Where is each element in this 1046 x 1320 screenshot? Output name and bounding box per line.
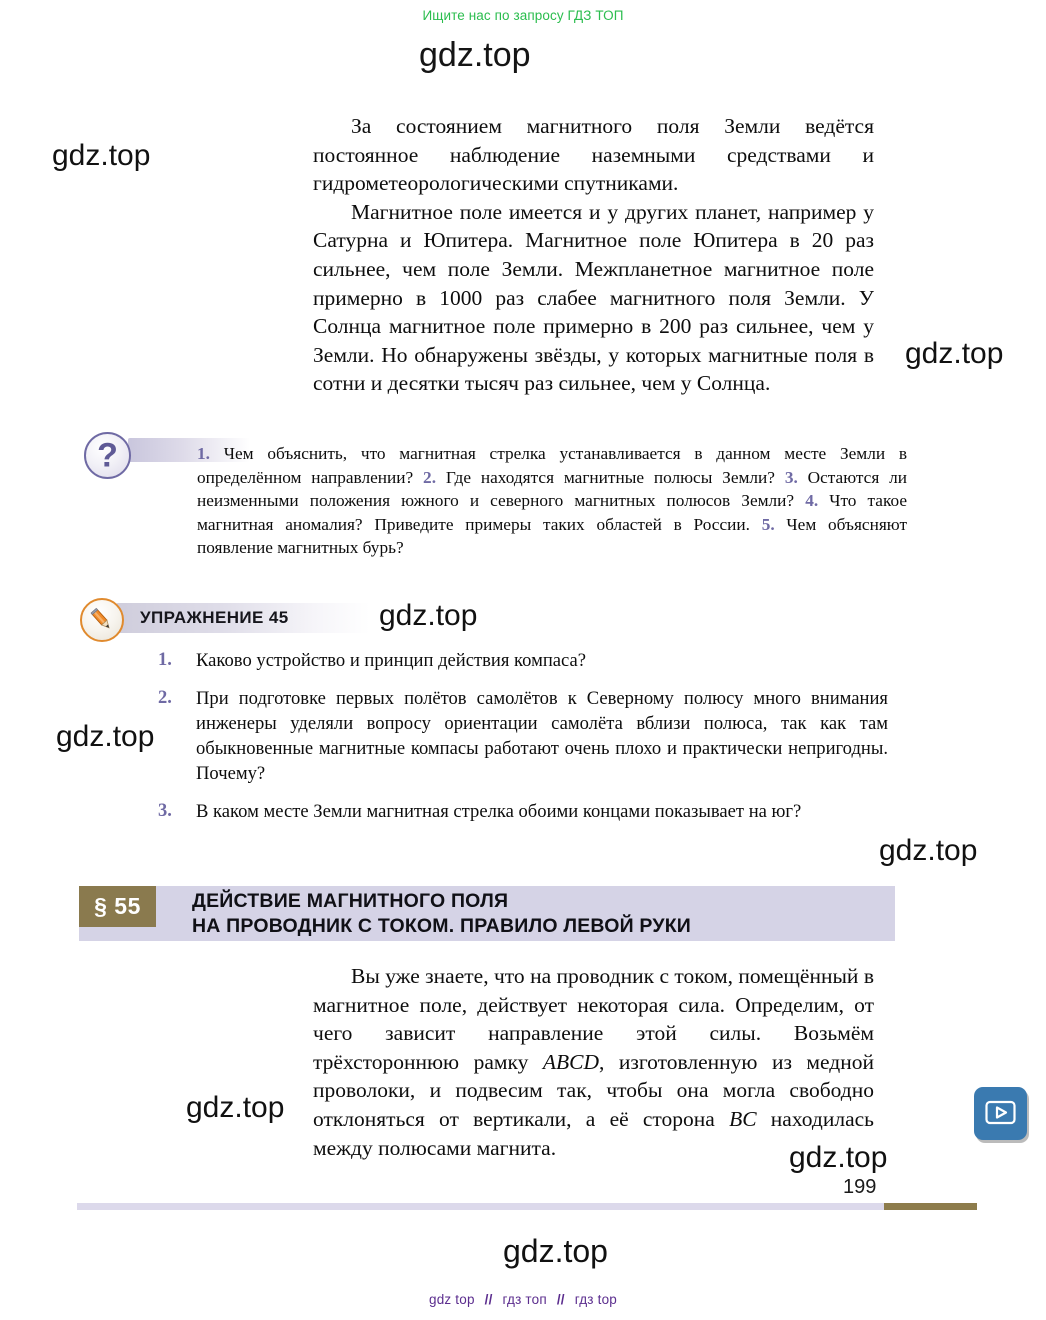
footer-link-2[interactable]: гдз топ — [502, 1292, 547, 1307]
watermark-bottom: gdz.top — [503, 1233, 608, 1269]
exercise-item — [158, 686, 888, 786]
exercise-number-1: 1. — [158, 650, 172, 670]
paragraph-planet-magnetic-fields: Магнитное поле имеется и у других планет, например у Сатурна и Юпитера. Магнитное поле Юпитера в 20 раз сильнее, чем поле Земли. Межпланетное магнитное поле примерно в 1000 раз слабее магнитного поля Земли. У Солнца магнитное поле примерно в 200 раз сильнее, чем у Земли. Но обнаружены звёзды, у которых магнитные поля в сотни и десятки тысяч раз сильнее, чем у Солнца. — [313, 199, 874, 396]
exercise-text-2: При подготовке первых полётов самолётов к Северному полюсу много внимания инженеры уделяли вопросу ориентации самолёта вблизи полюса, так как там обыкновенные магнитные компасы работают очень плохо и практически непригодны. Почему? — [196, 688, 888, 784]
exercise-item — [158, 648, 888, 673]
frame-label-abcd: ABCD — [542, 1049, 600, 1074]
question-number-3: 3. — [784, 467, 798, 487]
footer-separator-2: // — [556, 1292, 565, 1307]
exercise-header — [80, 598, 370, 638]
side-label-bc: BC — [729, 1106, 757, 1131]
footer-link-3[interactable]: гдз top — [574, 1292, 617, 1307]
video-play-button[interactable] — [974, 1087, 1027, 1140]
section-title-line-2: НА ПРОВОДНИК С ТОКОМ. ПРАВИЛО ЛЕВОЙ РУКИ — [192, 915, 692, 937]
watermark-right-upper: gdz.top — [905, 337, 1004, 370]
section-body-block — [313, 962, 874, 1162]
section-number-badge: § 55 — [79, 886, 156, 927]
exercise-number-3: 3. — [158, 801, 172, 821]
section-header — [79, 886, 895, 941]
exercise-text-3: В каком месте Земли магнитная стрелка обоими концами показывает на юг? — [196, 801, 802, 822]
footer-links — [0, 1292, 1046, 1307]
exercise-title: УПРАЖНЕНИЕ 45 — [140, 608, 289, 627]
paragraph-magnetic-field-monitoring: За состоянием магнитного поля Земли ведётся постоянное наблюдение наземными средствами и гидрометеорологическими спутниками. — [313, 114, 874, 196]
exercise-number-2: 2. — [158, 688, 172, 708]
question-number-1: 1. — [197, 444, 210, 463]
exercise-list — [158, 648, 888, 837]
question-text-3: Остаются ли неизменными положения южного и северного магнитных полюсов Земли? — [197, 467, 907, 510]
paragraph-part-1: Вы уже знаете, что на проводник с током, помещённый в магнитное поле, действует некоторая сила. Определим, от чего зависит направление этой силы. Возьмём трёхстороннюю рамку — [313, 964, 874, 1074]
footer-link-1[interactable]: gdz top — [428, 1292, 475, 1307]
watermark-left-middle: gdz.top — [56, 720, 155, 753]
question-text-4: Что такое магнитная аномалия? Приведите примеры таких областей в России. — [197, 491, 907, 534]
promo-banner: Ищите нас по запросу ГДЗ ТОП — [422, 8, 624, 23]
question-number-2: 2. — [423, 467, 437, 487]
paragraph-part-2: , изготовленную из медной проволоки, и подвесим так, чтобы она могла свободно отклоняться от вертикали, а её сторона — [313, 1049, 874, 1131]
watermark-left-lower: gdz.top — [186, 1091, 285, 1124]
question-text-1: Чем объяснить, что магнитная стрелка устанавливается в данном месте Земли в определённом направлении? — [197, 444, 907, 487]
question-number-4: 4. — [805, 491, 819, 510]
watermark-right-lower: gdz.top — [789, 1141, 888, 1174]
watermark-top: gdz.top — [419, 36, 531, 74]
question-text-5: Чем объясняют появление магнитных бурь? — [197, 514, 907, 557]
footer-rule — [77, 1203, 884, 1210]
pencil-icon — [80, 598, 124, 642]
watermark-right-middle: gdz.top — [879, 834, 978, 867]
question-number-5: 5. — [761, 514, 775, 534]
exercise-text-1: Каково устройство и принцип действия компаса? — [196, 650, 587, 671]
question-mark-icon — [84, 432, 131, 479]
section-title-line-1: ДЕЙСТВИЕ МАГНИТНОГО ПОЛЯ — [192, 890, 509, 912]
intro-text-block — [313, 112, 874, 398]
questions-text — [197, 442, 907, 560]
watermark-left-upper: gdz.top — [52, 139, 151, 172]
exercise-item — [158, 799, 888, 824]
page-number: 199 — [843, 1176, 877, 1198]
paragraph-conductor-force — [313, 962, 874, 1162]
watermark-middle: gdz.top — [379, 599, 478, 632]
paragraph-part-3: находилась между полюсами магнита. — [313, 1106, 874, 1160]
video-play-icon — [985, 1100, 1016, 1126]
footer-separator-1: // — [484, 1292, 493, 1307]
section-title — [192, 889, 691, 939]
footer-rule-accent — [884, 1203, 977, 1210]
question-text-2: Где находятся магнитные полюсы Земли? — [436, 467, 785, 487]
